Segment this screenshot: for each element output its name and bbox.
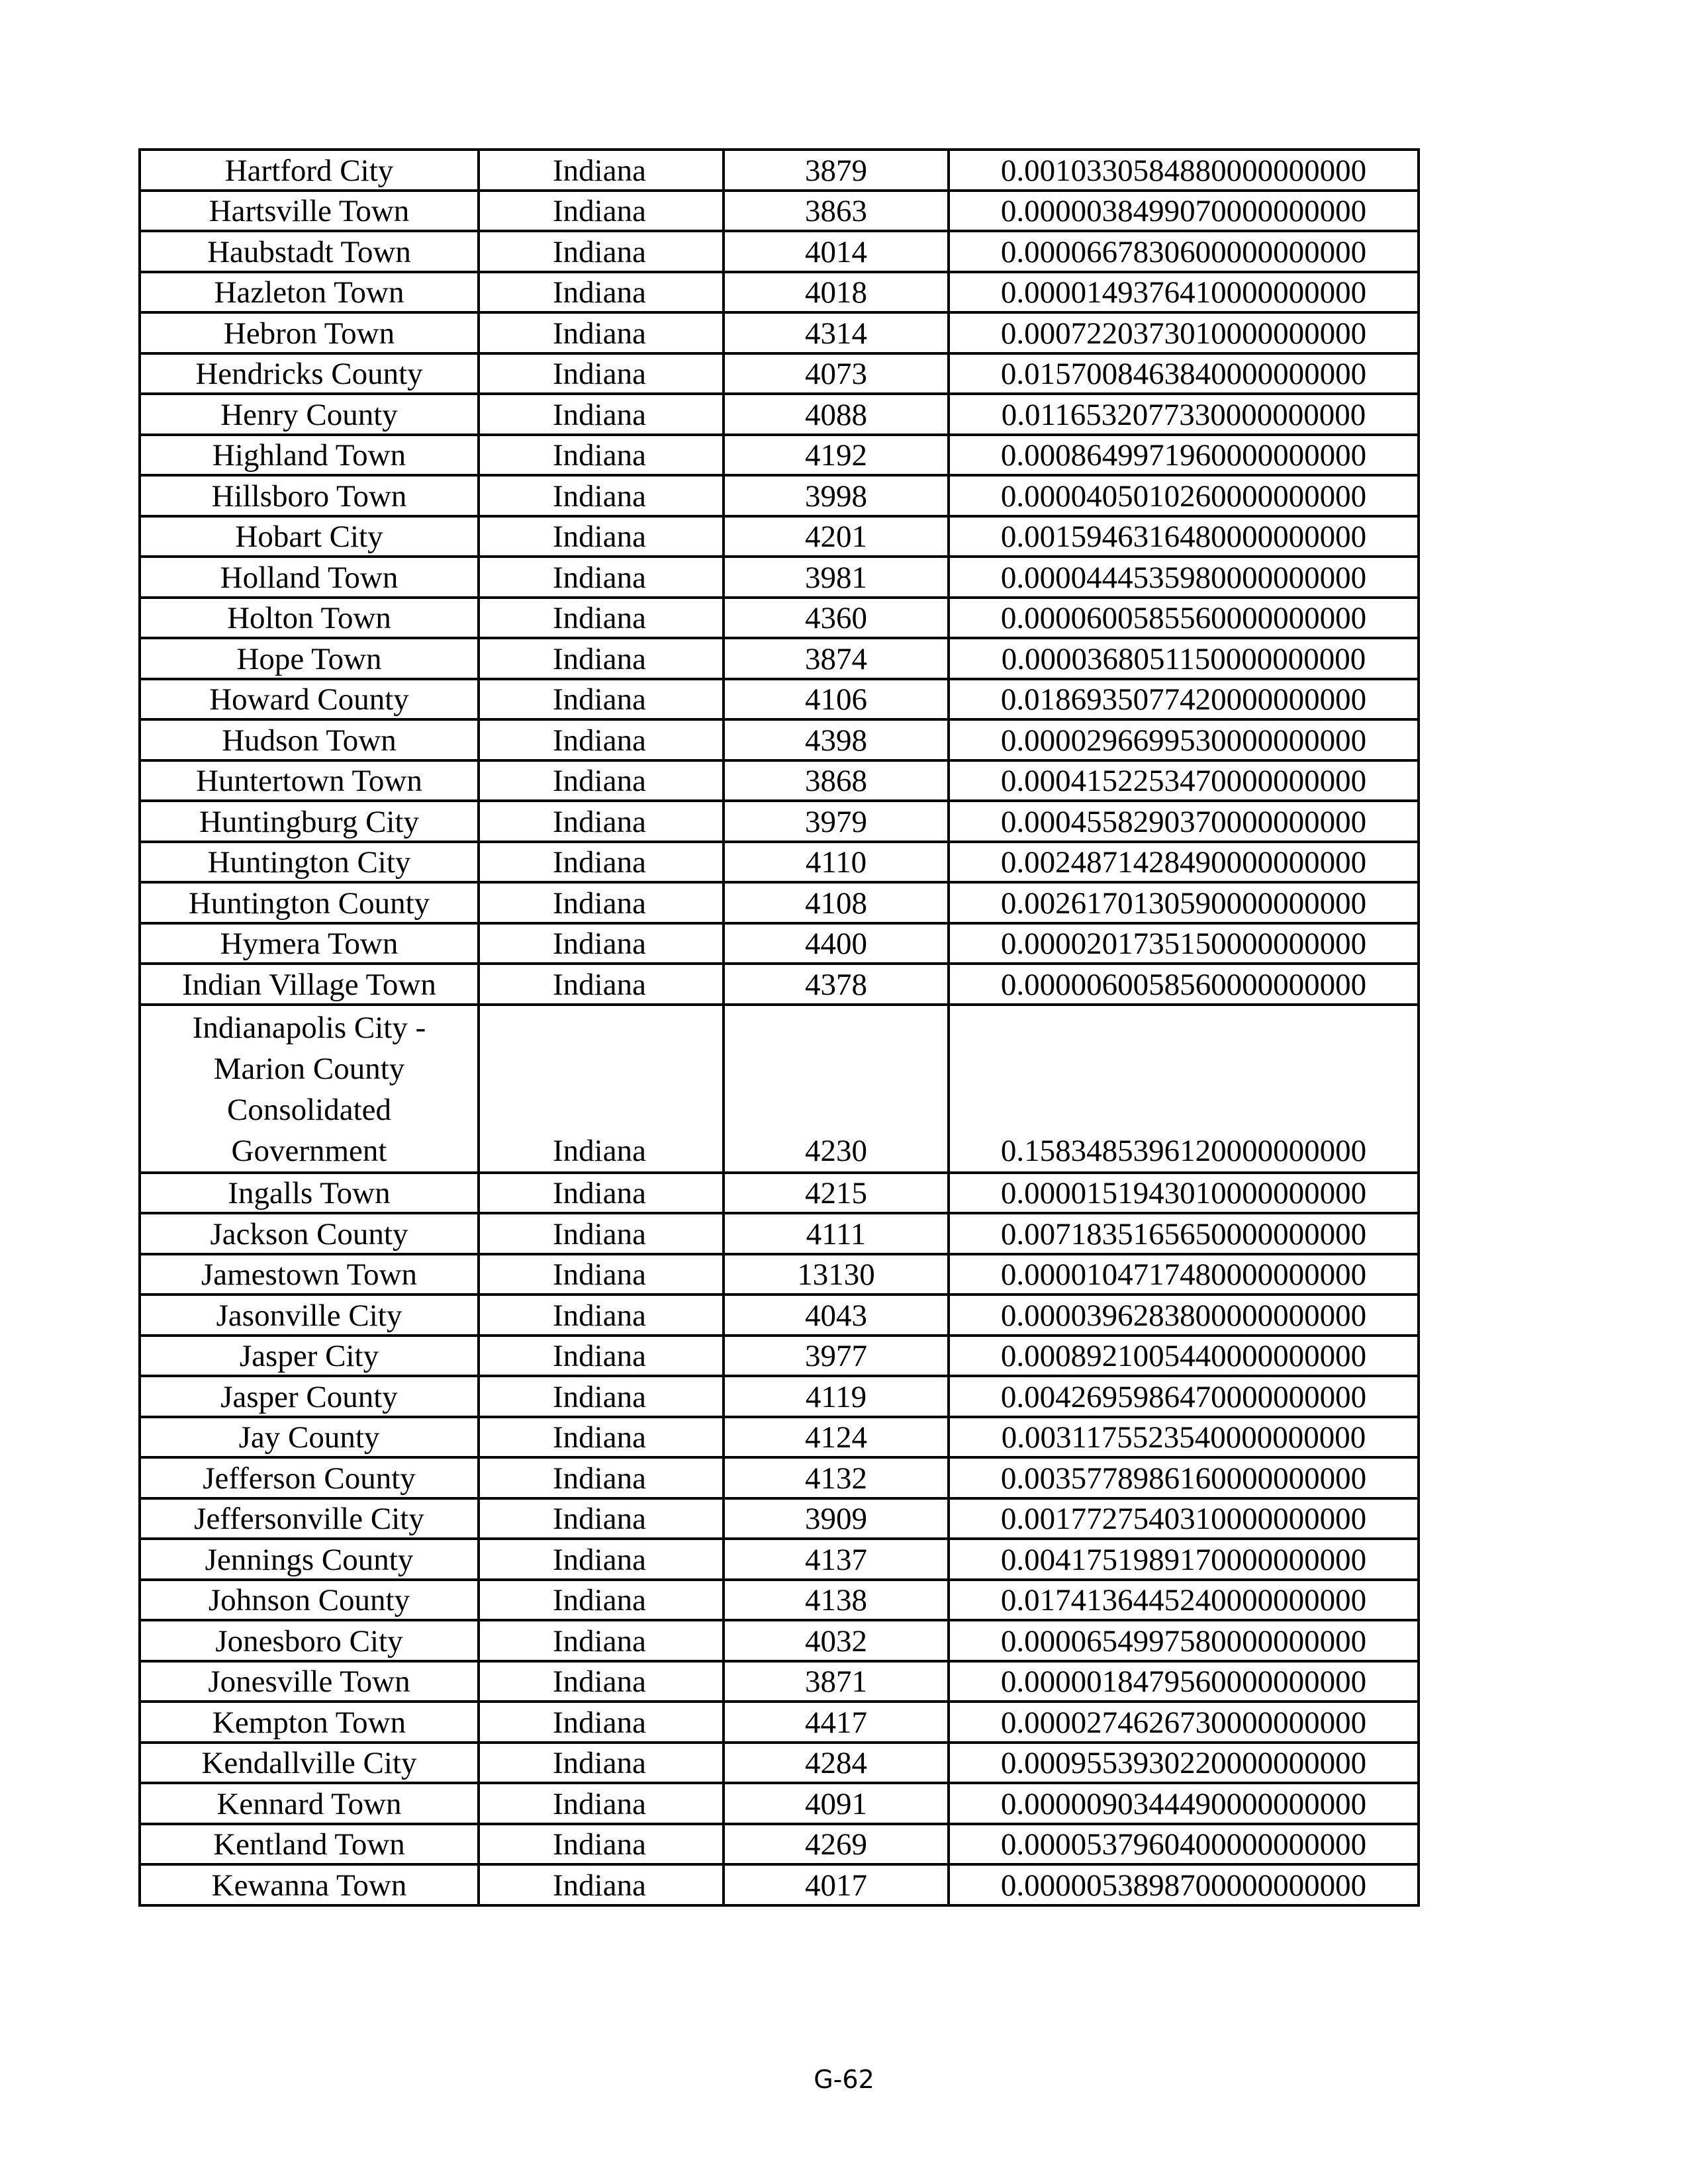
- state-cell: Indiana: [479, 1376, 724, 1417]
- subdivision-id-cell: 3868: [724, 760, 949, 801]
- subdivision-name-cell: Hymera Town: [140, 923, 479, 964]
- state-cell: Indiana: [479, 1539, 724, 1580]
- state-cell: Indiana: [479, 435, 724, 476]
- table-row: [140, 1417, 1419, 1458]
- table-row: [140, 882, 1419, 923]
- subdivision-id-cell: 4119: [724, 1376, 949, 1417]
- table-row: [140, 191, 1419, 232]
- subdivision-name-cell: Hartford City: [140, 150, 479, 191]
- allocation-value-cell: 0.0000060058560000000000: [949, 964, 1419, 1005]
- state-cell: Indiana: [479, 1417, 724, 1458]
- table-row: [140, 638, 1419, 679]
- state-cell: Indiana: [479, 557, 724, 598]
- state-cell: Indiana: [479, 1336, 724, 1377]
- table-row: [140, 516, 1419, 557]
- allocation-value-cell: 0.0026170130590000000000: [949, 882, 1419, 923]
- subdivision-id-cell: 3863: [724, 191, 949, 232]
- subdivision-id-cell: 4043: [724, 1295, 949, 1336]
- subdivision-id-cell: 3977: [724, 1336, 949, 1377]
- state-cell: Indiana: [479, 638, 724, 679]
- page-number: G-62: [814, 2065, 874, 2094]
- allocation-value-cell: 0.0000053898700000000000: [949, 1864, 1419, 1905]
- subdivision-id-cell: 4417: [724, 1702, 949, 1743]
- table-row: [140, 923, 1419, 964]
- subdivision-id-cell: 3871: [724, 1661, 949, 1702]
- subdivision-name-cell: Huntington City: [140, 842, 479, 883]
- state-cell: Indiana: [479, 1580, 724, 1621]
- subdivision-name-cell: Holton Town: [140, 598, 479, 639]
- table-row: [140, 1173, 1419, 1214]
- subdivision-name-cell: Kewanna Town: [140, 1864, 479, 1905]
- subdivision-name-cell: Kendallville City: [140, 1743, 479, 1784]
- state-cell: Indiana: [479, 1173, 724, 1214]
- table-row: [140, 312, 1419, 353]
- subdivision-id-cell: 4014: [724, 231, 949, 272]
- allocation-value-cell: 0.0116532077330000000000: [949, 394, 1419, 435]
- allocation-value-cell: 0.0000274626730000000000: [949, 1702, 1419, 1743]
- subdivision-id-cell: 4269: [724, 1824, 949, 1865]
- table-row: [140, 231, 1419, 272]
- state-cell: Indiana: [479, 1005, 724, 1173]
- subdivision-id-cell: 4088: [724, 394, 949, 435]
- subdivision-name-cell: Highland Town: [140, 435, 479, 476]
- table-row: [140, 272, 1419, 313]
- table-row: [140, 1620, 1419, 1661]
- state-cell: Indiana: [479, 1213, 724, 1254]
- table-row: [140, 1376, 1419, 1417]
- state-cell: Indiana: [479, 760, 724, 801]
- allocation-value-cell: 0.0000537960400000000000: [949, 1824, 1419, 1865]
- table-row: [140, 1580, 1419, 1621]
- table-row: [140, 598, 1419, 639]
- subdivision-id-cell: 4111: [724, 1213, 949, 1254]
- subdivision-name-cell: Ingalls Town: [140, 1173, 479, 1214]
- allocation-value-cell: 0.0017727540310000000000: [949, 1498, 1419, 1539]
- allocation-value-cell: 0.0157008463840000000000: [949, 353, 1419, 394]
- table-row: [140, 557, 1419, 598]
- subdivision-name-cell: Hazleton Town: [140, 272, 479, 313]
- subdivision-id-cell: 4138: [724, 1580, 949, 1621]
- subdivision-name-cell: Kempton Town: [140, 1702, 479, 1743]
- allocation-value-cell: 0.0035778986160000000000: [949, 1457, 1419, 1498]
- state-cell: Indiana: [479, 516, 724, 557]
- allocation-value-cell: 0.0000038499070000000000: [949, 191, 1419, 232]
- subdivision-name-cell: Henry County: [140, 394, 479, 435]
- allocation-value-cell: 0.0000667830600000000000: [949, 231, 1419, 272]
- allocation-value-cell: 0.0009553930220000000000: [949, 1743, 1419, 1784]
- allocation-value-cell: 0.0000151943010000000000: [949, 1173, 1419, 1214]
- state-cell: Indiana: [479, 231, 724, 272]
- subdivision-name-cell: Howard County: [140, 679, 479, 720]
- allocation-value-cell: 0.0042695986470000000000: [949, 1376, 1419, 1417]
- table-row: [140, 760, 1419, 801]
- allocation-value-cell: 0.0000654997580000000000: [949, 1620, 1419, 1661]
- subdivision-id-cell: 4073: [724, 353, 949, 394]
- allocation-value-cell: 0.0000149376410000000000: [949, 272, 1419, 313]
- subdivision-id-cell: 3879: [724, 150, 949, 191]
- subdivision-id-cell: 4110: [724, 842, 949, 883]
- allocation-value-cell: 0.0000201735150000000000: [949, 923, 1419, 964]
- state-cell: Indiana: [479, 1498, 724, 1539]
- table-row: [140, 679, 1419, 720]
- allocation-value-cell: 0.0000090344490000000000: [949, 1783, 1419, 1824]
- subdivision-name-cell: Huntington County: [140, 882, 479, 923]
- state-cell: Indiana: [479, 719, 724, 760]
- subdivision-name-cell: Holland Town: [140, 557, 479, 598]
- subdivision-name-cell: Hobart City: [140, 516, 479, 557]
- subdivision-name-cell: Hope Town: [140, 638, 479, 679]
- subdivision-id-cell: 4192: [724, 435, 949, 476]
- subdivision-id-cell: 4215: [724, 1173, 949, 1214]
- state-cell: Indiana: [479, 882, 724, 923]
- subdivision-id-cell: 4032: [724, 1620, 949, 1661]
- allocation-table: [138, 148, 1420, 1907]
- subdivision-name-cell: Indian Village Town: [140, 964, 479, 1005]
- subdivision-name-cell: Hartsville Town: [140, 191, 479, 232]
- table-row: [140, 353, 1419, 394]
- subdivision-name-cell: Kennard Town: [140, 1783, 479, 1824]
- subdivision-name-cell: Jasonville City: [140, 1295, 479, 1336]
- table-row: [140, 1783, 1419, 1824]
- subdivision-id-cell: 13130: [724, 1254, 949, 1295]
- subdivision-id-cell: 4018: [724, 272, 949, 313]
- table-row: [140, 1824, 1419, 1865]
- state-cell: Indiana: [479, 1457, 724, 1498]
- subdivision-name-cell: Hudson Town: [140, 719, 479, 760]
- state-cell: Indiana: [479, 353, 724, 394]
- subdivision-id-cell: 4360: [724, 598, 949, 639]
- state-cell: Indiana: [479, 312, 724, 353]
- state-cell: Indiana: [479, 1702, 724, 1743]
- allocation-value-cell: 0.1583485396120000000000: [949, 1005, 1419, 1173]
- state-cell: Indiana: [479, 923, 724, 964]
- subdivision-name-cell: Huntertown Town: [140, 760, 479, 801]
- table-row: [140, 1295, 1419, 1336]
- state-cell: Indiana: [479, 964, 724, 1005]
- table-row: [140, 1254, 1419, 1295]
- subdivision-id-cell: 3981: [724, 557, 949, 598]
- subdivision-name-cell: Jeffersonville City: [140, 1498, 479, 1539]
- state-cell: Indiana: [479, 1620, 724, 1661]
- allocation-value-cell: 0.0000600585560000000000: [949, 598, 1419, 639]
- state-cell: Indiana: [479, 598, 724, 639]
- subdivision-id-cell: 4284: [724, 1743, 949, 1784]
- subdivision-name-cell: Jackson County: [140, 1213, 479, 1254]
- allocation-value-cell: 0.0186935077420000000000: [949, 679, 1419, 720]
- allocation-value-cell: 0.0004152253470000000000: [949, 760, 1419, 801]
- table-row: [140, 1539, 1419, 1580]
- table-row: [140, 1005, 1419, 1173]
- subdivision-id-cell: 4106: [724, 679, 949, 720]
- subdivision-id-cell: 4378: [724, 964, 949, 1005]
- subdivision-id-cell: 3874: [724, 638, 949, 679]
- table-row: [140, 150, 1419, 191]
- subdivision-id-cell: 3998: [724, 475, 949, 516]
- state-cell: Indiana: [479, 191, 724, 232]
- subdivision-name-cell: Kentland Town: [140, 1824, 479, 1865]
- subdivision-name-cell: Hendricks County: [140, 353, 479, 394]
- subdivision-name-cell: Haubstadt Town: [140, 231, 479, 272]
- allocation-value-cell: 0.0024871428490000000000: [949, 842, 1419, 883]
- table-row: [140, 1864, 1419, 1905]
- allocation-value-cell: 0.0010330584880000000000: [949, 150, 1419, 191]
- table-body: [140, 150, 1419, 1905]
- table-row: [140, 1743, 1419, 1784]
- allocation-value-cell: 0.0000405010260000000000: [949, 475, 1419, 516]
- state-cell: Indiana: [479, 394, 724, 435]
- subdivision-name-cell: Indianapolis City - Marion County Consolidated Government: [140, 1005, 479, 1173]
- subdivision-id-cell: 3909: [724, 1498, 949, 1539]
- subdivision-name-cell: Hillsboro Town: [140, 475, 479, 516]
- subdivision-id-cell: 4017: [724, 1864, 949, 1905]
- allocation-value-cell: 0.0000368051150000000000: [949, 638, 1419, 679]
- subdivision-name-cell: Johnson County: [140, 1580, 479, 1621]
- table-row: [140, 842, 1419, 883]
- subdivision-name-cell: Jonesboro City: [140, 1620, 479, 1661]
- subdivision-id-cell: 3979: [724, 801, 949, 842]
- subdivision-id-cell: 4314: [724, 312, 949, 353]
- subdivision-id-cell: 4132: [724, 1457, 949, 1498]
- table-row: [140, 435, 1419, 476]
- state-cell: Indiana: [479, 842, 724, 883]
- subdivision-name-cell: Jamestown Town: [140, 1254, 479, 1295]
- subdivision-id-cell: 4137: [724, 1539, 949, 1580]
- state-cell: Indiana: [479, 150, 724, 191]
- table-row: [140, 1661, 1419, 1702]
- table-row: [140, 394, 1419, 435]
- table-row: [140, 1498, 1419, 1539]
- allocation-value-cell: 0.0008921005440000000000: [949, 1336, 1419, 1377]
- table-row: [140, 475, 1419, 516]
- subdivision-id-cell: 4124: [724, 1417, 949, 1458]
- state-cell: Indiana: [479, 475, 724, 516]
- subdivision-id-cell: 4398: [724, 719, 949, 760]
- allocation-value-cell: 0.0031175523540000000000: [949, 1417, 1419, 1458]
- table-row: [140, 1213, 1419, 1254]
- subdivision-name-cell: Huntingburg City: [140, 801, 479, 842]
- state-cell: Indiana: [479, 1864, 724, 1905]
- table-row: [140, 1457, 1419, 1498]
- allocation-value-cell: 0.0041751989170000000000: [949, 1539, 1419, 1580]
- state-cell: Indiana: [479, 1661, 724, 1702]
- subdivision-name-cell: Hebron Town: [140, 312, 479, 353]
- allocation-value-cell: 0.0015946316480000000000: [949, 516, 1419, 557]
- allocation-value-cell: 0.0000444535980000000000: [949, 557, 1419, 598]
- state-cell: Indiana: [479, 801, 724, 842]
- allocation-value-cell: 0.0000296699530000000000: [949, 719, 1419, 760]
- allocation-value-cell: 0.0007220373010000000000: [949, 312, 1419, 353]
- state-cell: Indiana: [479, 679, 724, 720]
- table-row: [140, 1336, 1419, 1377]
- subdivision-name-cell: Jennings County: [140, 1539, 479, 1580]
- subdivision-id-cell: 4091: [724, 1783, 949, 1824]
- table-row: [140, 801, 1419, 842]
- allocation-value-cell: 0.0008649971960000000000: [949, 435, 1419, 476]
- subdivision-id-cell: 4400: [724, 923, 949, 964]
- subdivision-name-cell: Jasper County: [140, 1376, 479, 1417]
- allocation-value-cell: 0.0174136445240000000000: [949, 1580, 1419, 1621]
- subdivision-name-cell: Jonesville Town: [140, 1661, 479, 1702]
- state-cell: Indiana: [479, 1783, 724, 1824]
- subdivision-id-cell: 4230: [724, 1005, 949, 1173]
- allocation-value-cell: 0.0000018479560000000000: [949, 1661, 1419, 1702]
- subdivision-name-cell: Jay County: [140, 1417, 479, 1458]
- table-row: [140, 1702, 1419, 1743]
- allocation-value-cell: 0.0000396283800000000000: [949, 1295, 1419, 1336]
- state-cell: Indiana: [479, 1743, 724, 1784]
- table-row: [140, 964, 1419, 1005]
- state-cell: Indiana: [479, 1824, 724, 1865]
- state-cell: Indiana: [479, 1254, 724, 1295]
- state-cell: Indiana: [479, 1295, 724, 1336]
- allocation-value-cell: 0.0000104717480000000000: [949, 1254, 1419, 1295]
- subdivision-id-cell: 4201: [724, 516, 949, 557]
- subdivision-id-cell: 4108: [724, 882, 949, 923]
- state-cell: Indiana: [479, 272, 724, 313]
- allocation-value-cell: 0.0004558290370000000000: [949, 801, 1419, 842]
- subdivision-name-cell: Jefferson County: [140, 1457, 479, 1498]
- allocation-value-cell: 0.0071835165650000000000: [949, 1213, 1419, 1254]
- table-row: [140, 719, 1419, 760]
- subdivision-name-cell: Jasper City: [140, 1336, 479, 1377]
